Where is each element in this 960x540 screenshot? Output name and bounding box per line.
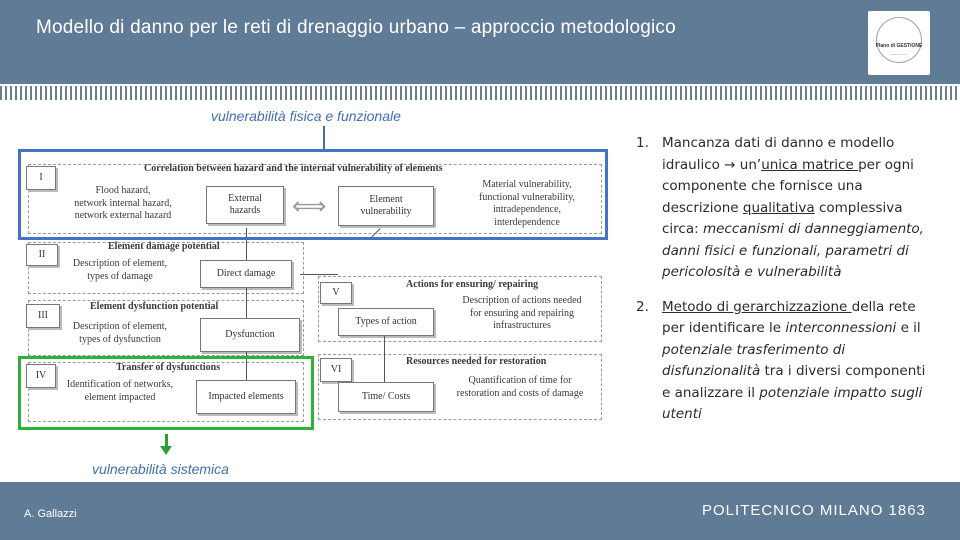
slide-title: Modello di danno per le reti di drenaggio urbano – approccio metodologico xyxy=(36,17,676,38)
arrow-down-icon xyxy=(160,446,172,455)
list-text: per ogni componente che fornisce una descrizione xyxy=(662,156,914,216)
roman-vi-box: VI xyxy=(320,358,352,382)
list-text: della rete per identificare le xyxy=(662,298,916,336)
external-hazards-box: External hazards xyxy=(206,186,284,224)
physical-vulnerability-frame xyxy=(18,149,608,240)
section-vi-heading: Resources needed for restoration xyxy=(406,356,547,367)
list-text: e il xyxy=(896,320,921,336)
direct-damage-box: Direct damage xyxy=(200,260,292,288)
author-name: A. Gallazzi xyxy=(24,508,77,520)
logo-emblem xyxy=(876,17,922,63)
list-text: complessiva circa: xyxy=(662,199,903,237)
quantification-text: Quantification of time for restoration and costs of damage xyxy=(456,375,584,399)
politecnico-logo: POLITECNICO MILANO 1863 xyxy=(702,502,926,519)
section-i-heading: Correlation between hazard and the internal vulnerability of elements xyxy=(144,163,443,174)
list-text-underlined: qualitativa xyxy=(742,199,815,216)
desc-damage-text: Description of element, types of damage xyxy=(72,258,168,282)
types-of-action-box: Types of action xyxy=(338,308,434,336)
connector-line xyxy=(300,274,338,275)
desc-actions-text: Description of actions needed for ensuring and repairing infrastructures xyxy=(462,295,582,331)
flood-hazard-text: Flood hazard, network internal hazard, network external hazard xyxy=(74,185,172,221)
roman-iii-box: III xyxy=(26,304,60,328)
dysfunction-box: Dysfunction xyxy=(200,318,300,352)
list-item xyxy=(636,297,936,426)
desc-dysfunction-text: Description of element, types of dysfunction xyxy=(72,321,168,345)
section-iii-heading: Element dysfunction potential xyxy=(90,301,219,312)
footer-bar xyxy=(0,482,960,540)
logo-subtext: —— —— xyxy=(890,51,908,56)
list-number: 1. xyxy=(636,135,649,151)
title-bar xyxy=(0,0,960,84)
section-iv-heading: Transfer of dysfunctions xyxy=(116,362,221,373)
identification-text: Identification of networks, element impacted xyxy=(66,379,174,403)
decorative-tick-band xyxy=(0,86,960,100)
systemic-vulnerability-frame xyxy=(18,356,314,430)
list-text-italic: interconnessioni xyxy=(785,320,897,336)
list-number: 2. xyxy=(636,298,649,315)
section-ii-heading: Element damage potential xyxy=(108,241,220,252)
material-vulnerability-text: Material vulnerability, functional vulnerability, intradependence, interdependence xyxy=(479,179,575,228)
list-text-italic: potenziale trasferimento di disfunzionalità xyxy=(662,341,846,379)
label-physical-vulnerability: vulnerabilità fisica e funzionale xyxy=(211,108,401,124)
list-text: tra i diversi componenti e analizzare il xyxy=(662,363,926,401)
roman-i-box: I xyxy=(26,166,56,190)
logo-text: PIano di GESTIONE xyxy=(875,43,923,49)
time-costs-box: Time/ Costs xyxy=(338,382,434,412)
label-systemic-vulnerability: vulnerabilità sistemica xyxy=(92,461,229,477)
list-text-underlined: unica matrice xyxy=(761,156,859,173)
list-text-italic: potenziale impatto sugli utenti xyxy=(662,384,923,422)
element-vulnerability-box: Element vulnerability xyxy=(338,186,434,226)
list-text-underlined: Metodo di gerarchizzazione xyxy=(662,298,852,315)
project-logo xyxy=(868,11,930,75)
list-text: Mancanza dati di danno e modello idraulico → un’ xyxy=(662,135,895,173)
blue-connector-line xyxy=(323,126,325,150)
double-arrow-icon: ⟺ xyxy=(292,194,327,220)
roman-iv-box: IV xyxy=(26,364,56,388)
list-text-italic: meccanismi di danneggiamento, danni fisici e funzionali, parametri di pericolosità e vulnerabilità xyxy=(662,221,924,280)
section-v-heading: Actions for ensuring/ repairing xyxy=(406,279,539,290)
connector-line xyxy=(246,288,247,318)
methodology-notes xyxy=(636,133,936,426)
connector-line xyxy=(384,336,385,382)
list-item xyxy=(636,133,936,284)
roman-v-box: V xyxy=(320,282,352,304)
impacted-elements-box: Impacted elements xyxy=(196,380,296,414)
roman-ii-box: II xyxy=(26,244,58,266)
